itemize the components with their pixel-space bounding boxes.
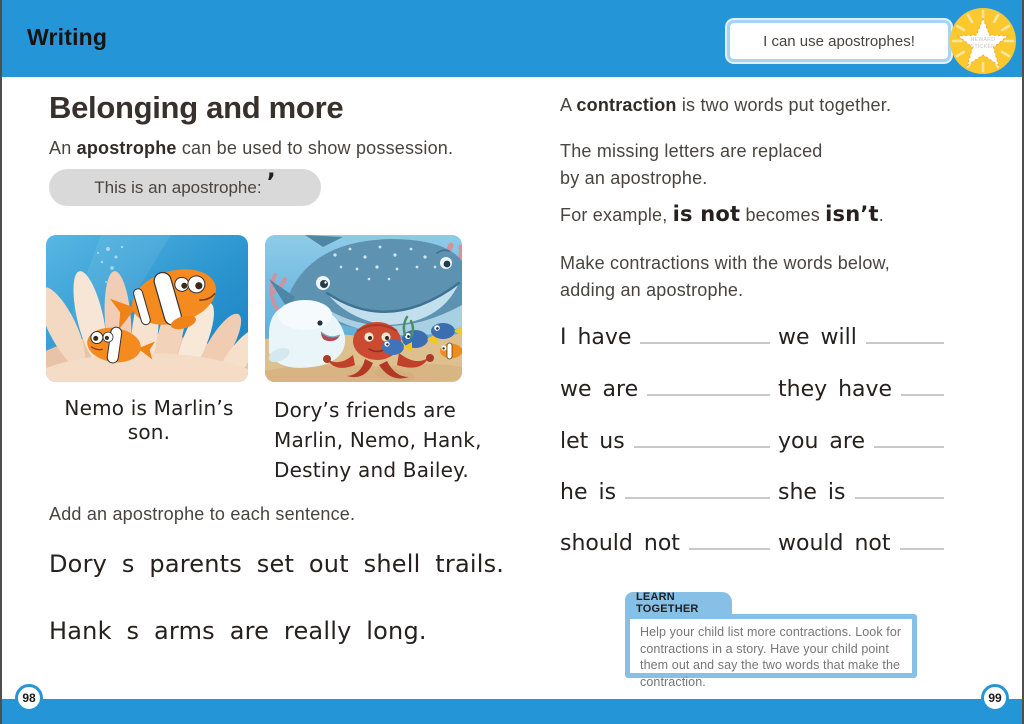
section-label: Writing xyxy=(27,24,108,50)
answer-line[interactable] xyxy=(689,524,770,550)
word-label: should not xyxy=(560,531,680,556)
header-bar xyxy=(0,0,1024,77)
dory-friends-illustration xyxy=(265,235,462,382)
fill-row-1 xyxy=(560,318,944,350)
practice-sentence-1[interactable]: Dory s parents set out shell trails. xyxy=(49,550,505,578)
learn-together-body xyxy=(625,614,917,689)
answer-line[interactable] xyxy=(855,473,944,499)
fill-row-4 xyxy=(560,473,944,505)
page-title: Belonging and more xyxy=(49,90,344,125)
word-label: she is xyxy=(778,480,846,505)
answer-line[interactable] xyxy=(866,318,944,344)
learn-together-box xyxy=(625,591,917,689)
answer-line[interactable] xyxy=(625,473,770,499)
apostrophe-pill-text: This is an apostrophe: xyxy=(94,177,262,197)
answer-line[interactable] xyxy=(640,318,770,344)
apostrophe-pill xyxy=(49,169,321,206)
example-text: For example, is not becomes isn’t. xyxy=(560,202,884,226)
practice-sentence-2[interactable]: Hank s arms are really long. xyxy=(49,617,427,645)
word-label: you are xyxy=(778,429,865,454)
reward-sticker-star-icon xyxy=(950,8,1016,74)
word-label: I have xyxy=(560,325,632,350)
page-number-right: 99 xyxy=(981,684,1009,712)
answer-line[interactable] xyxy=(874,422,944,448)
instruction-text: Add an apostrophe to each sentence. xyxy=(49,504,356,524)
contraction-definition: A contraction is two words put together. xyxy=(560,95,892,115)
word-label: let us xyxy=(560,429,625,454)
fill-row-2 xyxy=(560,370,944,402)
goal-badge xyxy=(727,20,951,62)
fill-row-5 xyxy=(560,524,944,556)
fill-row-3 xyxy=(560,422,944,454)
learn-together-label: LEARN TOGETHER xyxy=(636,591,699,615)
learn-together-text: Help your child list more contractions. Look for contractions in a story. Have your child point them out and say the two words that make the contraction. xyxy=(640,625,902,689)
answer-line[interactable] xyxy=(647,370,770,396)
footer-bar xyxy=(0,699,1024,724)
svg-text:REWARD: REWARD xyxy=(970,37,996,43)
answer-line[interactable] xyxy=(634,422,770,448)
missing-letters-text: The missing letters are replaced by an apostrophe. xyxy=(560,141,823,188)
nemo-marlin-anemone-illustration xyxy=(46,235,248,382)
intro-text: An apostrophe can be used to show possession. xyxy=(49,138,454,158)
page-edge-left xyxy=(0,0,2,724)
answer-line[interactable] xyxy=(901,370,944,396)
word-label: he is xyxy=(560,480,617,505)
word-label: we are xyxy=(560,377,639,402)
goal-text: I can use apostrophes! xyxy=(763,32,915,50)
apostrophe-mark: ’ xyxy=(266,167,276,196)
page-number-left: 98 xyxy=(15,684,43,712)
svg-text:STICKER: STICKER xyxy=(970,44,996,50)
word-label: we will xyxy=(778,325,857,350)
caption-dory-friends: Dory’s friends are Marlin, Nemo, Hank, Destiny and Bailey. xyxy=(274,398,482,482)
word-label: would not xyxy=(778,531,891,556)
word-label: they have xyxy=(778,377,893,402)
caption-nemo-marlin: Nemo is Marlin’s son. xyxy=(64,396,234,444)
learn-together-tab xyxy=(625,592,732,614)
make-contractions-instruction: Make contractions with the words below, adding an apostrophe. xyxy=(560,253,890,300)
answer-line[interactable] xyxy=(900,524,945,550)
